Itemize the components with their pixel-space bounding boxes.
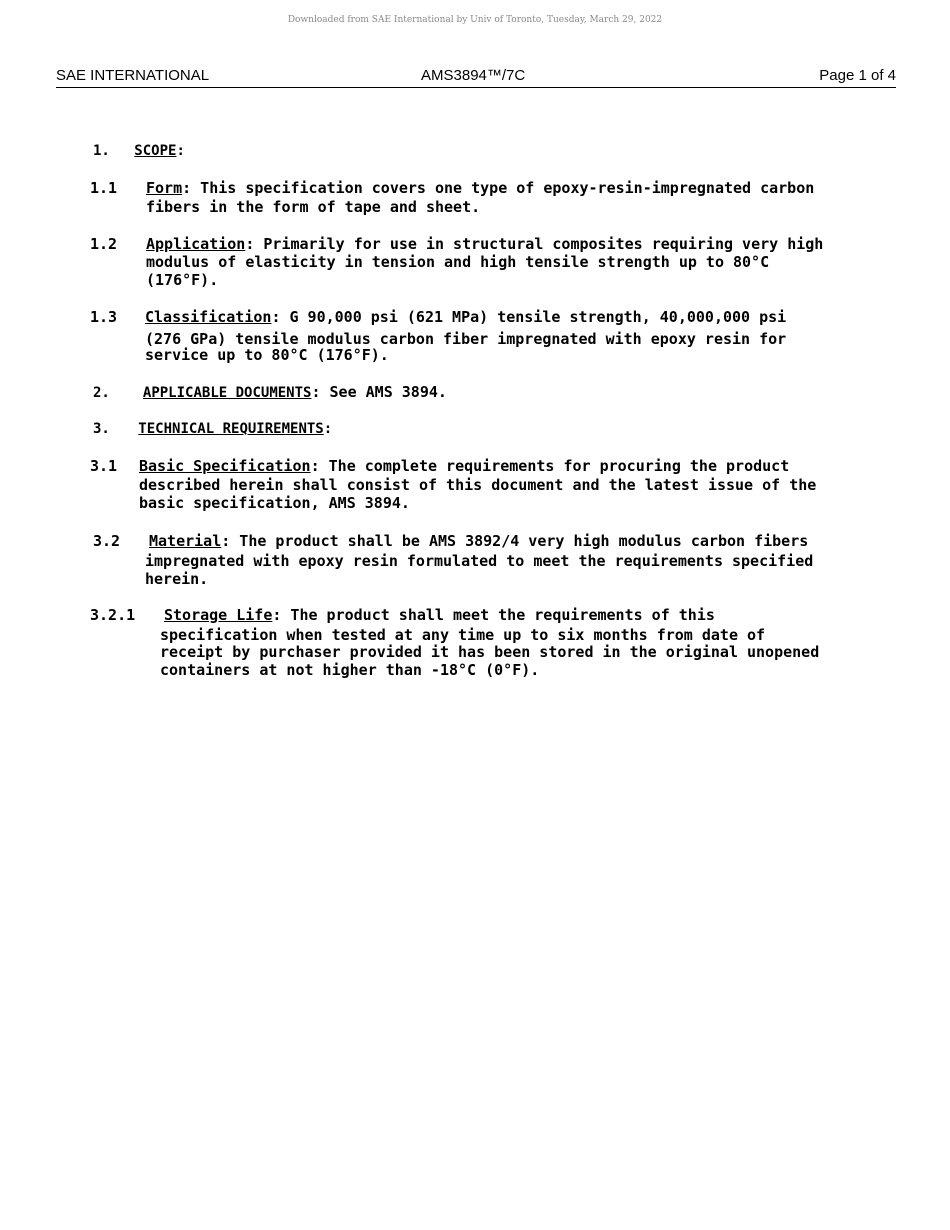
section-text-line: modulus of elasticity in tension and high tensile strength up to 80°C (146, 253, 770, 271)
section-title: Material (149, 532, 222, 550)
header-document-id: AMS3894™/7C (421, 67, 526, 84)
section-1 (93, 142, 185, 160)
section-text-line: (276 GPa) tensile modulus carbon fiber impregnated with epoxy resin for (145, 330, 787, 348)
section-text-line: : This specification covers one type of epoxy-resin-impregnated carbon (182, 179, 815, 197)
section-number: 3.1 (90, 457, 118, 475)
section-text-line: : The product shall be AMS 3892/4 very high modulus carbon fibers (221, 532, 809, 550)
section-number: 2. (93, 385, 110, 401)
section-number: 1. (93, 143, 110, 159)
header-organization: SAE INTERNATIONAL (56, 67, 210, 84)
section-number: 1.3 (90, 308, 118, 326)
section-number: 3.2 (93, 532, 121, 550)
section-title: APPLICABLE DOCUMENTS (142, 385, 312, 401)
section-title: Form (146, 179, 183, 197)
section-text-line: : The product shall meet the requirements of this (272, 606, 715, 624)
section-2 (93, 383, 447, 402)
section-text-line: : See AMS 3894. (311, 383, 447, 401)
section-title: Application (146, 235, 246, 253)
section-text-line: service up to 80°C (176°F). (145, 346, 389, 364)
section-text-line: herein. (145, 570, 209, 588)
section-text-line: : G 90,000 psi (621 MPa) tensile strength, 40,000,000 psi (271, 308, 787, 326)
section-title: Basic Specification (139, 457, 311, 475)
section-title: Classification (145, 308, 272, 326)
section-text-line: described herein shall consist of this document and the latest issue of the (139, 476, 817, 494)
section-text-line: receipt by purchaser provided it has been stored in the original unopened (160, 643, 820, 661)
section-number: 3. (93, 421, 110, 437)
section-number: 1.1 (90, 179, 118, 197)
section-number: 1.2 (90, 235, 118, 253)
section-text-line: fibers in the form of tape and sheet. (146, 198, 481, 216)
page-header (56, 67, 896, 88)
section-colon: : (176, 143, 185, 159)
section-3 (93, 420, 332, 438)
section-title: SCOPE (134, 143, 177, 159)
section-colon: : (323, 421, 333, 437)
section-text-line: impregnated with epoxy resin formulated to meet the requirements specified (145, 552, 814, 570)
section-text-line: specification when tested at any time up to six months from date of (160, 626, 766, 644)
section-text-line: (176°F). (146, 271, 219, 289)
download-watermark: Downloaded from SAE International by Univ of Toronto, Tuesday, March 29, 2022 (287, 15, 663, 25)
header-page-number: Page 1 of 4 (819, 67, 896, 84)
section-text-line: containers at not higher than -18°C (0°F). (160, 661, 540, 679)
section-text-line: : Primarily for use in structural composites requiring very high (245, 235, 824, 253)
section-title: TECHNICAL REQUIREMENTS (138, 421, 324, 437)
section-title: Storage Life (164, 606, 273, 624)
section-number: 3.2.1 (90, 606, 136, 624)
section-text-line: basic specification, AMS 3894. (139, 494, 410, 512)
section-text-line: : The complete requirements for procuring the product (310, 457, 790, 475)
